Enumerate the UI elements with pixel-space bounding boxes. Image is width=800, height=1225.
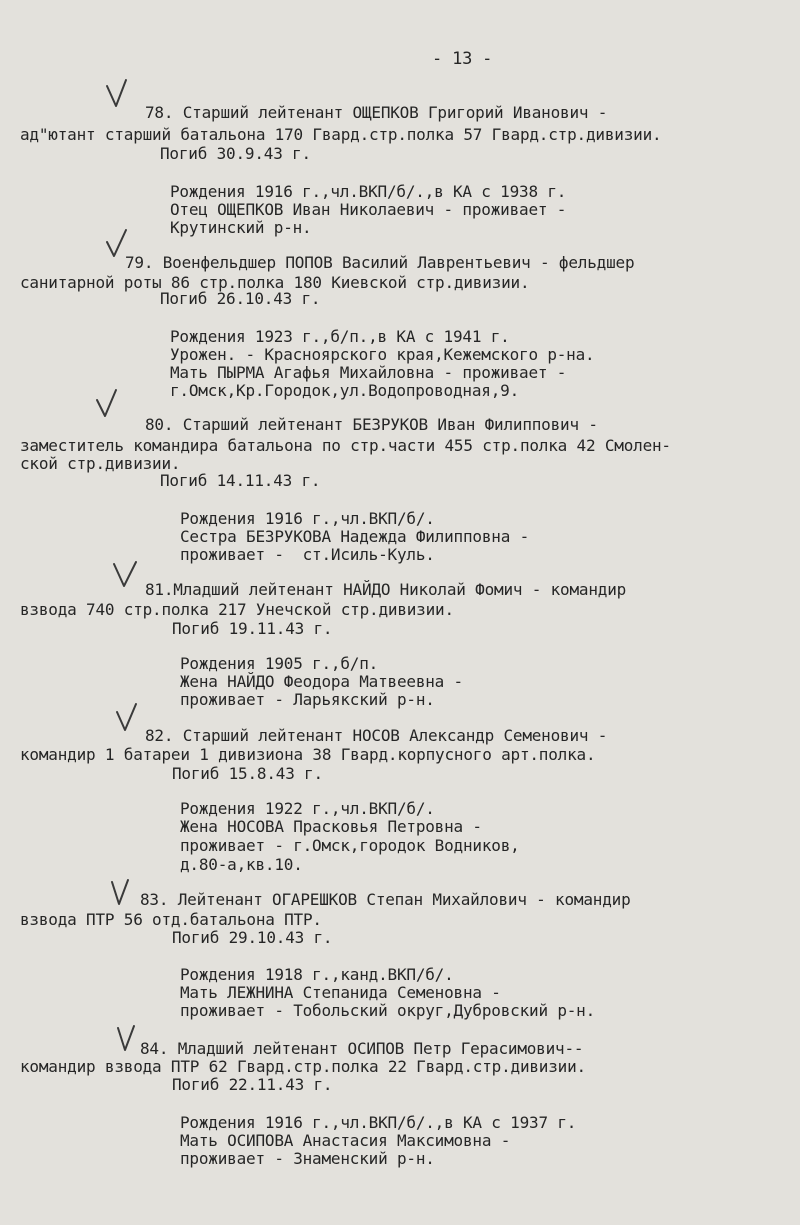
entry-82-detail-4: д.80-а,кв.10.	[180, 855, 303, 874]
checkmark-icon	[104, 78, 130, 110]
entry-80-detail-3: проживает - ст.Исиль-Куль.	[180, 545, 435, 564]
entry-82-line-2: командир 1 батареи 1 дивизиона 38 Гвард.корпусного арт.полка.	[20, 745, 596, 764]
entry-84-detail-1: Рождения 1916 г.,чл.ВКП/б/.,в КА с 1937 г.	[180, 1113, 577, 1132]
checkmark-icon	[112, 558, 138, 590]
entry-78-death: Погиб 30.9.43 г.	[160, 144, 311, 163]
entry-80-line-2: заместитель командира батальона по стр.части 455 стр.полка 42 Смолен-	[20, 436, 671, 455]
page-number: - 13 -	[432, 49, 493, 69]
entry-80-death: Погиб 14.11.43 г.	[160, 471, 321, 490]
entry-78-detail-1: Рождения 1916 г.,чл.ВКП/б/.,в КА с 1938 г.	[170, 182, 567, 201]
entry-79-line-2: санитарной роты 86 стр.полка 180 Киевской стр.дивизии.	[20, 273, 530, 292]
entry-80-line-3: ской стр.дивизии.	[20, 454, 181, 473]
entry-82-detail-1: Рождения 1922 г.,чл.ВКП/б/.	[180, 799, 435, 818]
entry-81-detail-3: проживает - Ларьякский р-н.	[180, 690, 435, 709]
entry-79-detail-2: Урожен. - Красноярского края,Кежемского р-на.	[170, 345, 595, 364]
entry-84-detail-2: Мать ОСИПОВА Анастасия Максимовна -	[180, 1131, 511, 1150]
entry-80-detail-2: Сестра БЕЗРУКОВА Надежда Филипповна -	[180, 527, 530, 546]
entry-83-death: Погиб 29.10.43 г.	[172, 928, 333, 947]
checkmark-icon	[108, 876, 134, 908]
entry-79-detail-3: Мать ПЫРМА Агафья Михайловна - проживает -	[170, 363, 567, 382]
entry-83-line-1: 83. Лейтенант ОГАРЕШКОВ Степан Михайлович - командир	[140, 890, 631, 909]
checkmark-icon	[114, 1022, 140, 1054]
entry-82-detail-3: проживает - г.Омск,городок Водников,	[180, 836, 520, 855]
entry-80-line-1: 80. Старший лейтенант БЕЗРУКОВ Иван Филиппович -	[145, 415, 598, 434]
entry-82-death: Погиб 15.8.43 г.	[172, 764, 323, 783]
entry-81-detail-1: Рождения 1905 г.,б/п.	[180, 654, 379, 673]
entry-82-detail-2: Жена НОСОВА Прасковья Петровна -	[180, 817, 482, 836]
checkmark-icon	[94, 388, 120, 420]
entry-79-death: Погиб 26.10.43 г.	[160, 289, 321, 308]
entry-84-line-2: командир взвода ПТР 62 Гвард.стр.полка 22 Гвард.стр.дивизии.	[20, 1057, 586, 1076]
entry-83-detail-2: Мать ЛЕЖНИНА Степанида Семеновна -	[180, 983, 501, 1002]
entry-78-line-1: 78. Старший лейтенант ОЩЕПКОВ Григорий Иванович -	[145, 103, 608, 122]
entry-84-line-1: 84. Младший лейтенант ОСИПОВ Петр Герасимович--	[140, 1039, 584, 1058]
entry-84-death: Погиб 22.11.43 г.	[172, 1075, 333, 1094]
entry-78-detail-3: Крутинский р-н.	[170, 218, 312, 237]
entry-82-line-1: 82. Старший лейтенант НОСОВ Александр Семенович -	[145, 726, 608, 745]
entry-81-death: Погиб 19.11.43 г.	[172, 619, 333, 638]
entry-83-detail-3: проживает - Тобольский округ,Дубровский р-н.	[180, 1001, 596, 1020]
entry-78-line-2: ад"ютант старший батальона 170 Гвард.стр.полка 57 Гвард.стр.дивизии.	[20, 125, 662, 144]
entry-81-line-2: взвода 740 стр.полка 217 Унечской стр.дивизии.	[20, 600, 454, 619]
entry-84-detail-3: проживает - Знаменский р-н.	[180, 1149, 435, 1168]
entry-79-detail-4: г.Омск,Кр.Городок,ул.Водопроводная,9.	[170, 381, 520, 400]
entry-79-detail-1: Рождения 1923 г.,б/п.,в КА с 1941 г.	[170, 327, 510, 346]
entry-83-detail-1: Рождения 1918 г.,канд.ВКП/б/.	[180, 965, 454, 984]
entry-78-detail-2: Отец ОЩЕПКОВ Иван Николаевич - проживает -	[170, 200, 567, 219]
entry-81-detail-2: Жена НАЙДО Феодора Матвеевна -	[180, 672, 463, 691]
entry-80-detail-1: Рождения 1916 г.,чл.ВКП/б/.	[180, 509, 435, 528]
checkmark-icon	[114, 702, 140, 734]
entry-83-line-2: взвода ПТР 56 отд.батальона ПТР.	[20, 910, 322, 929]
entry-81-line-1: 81.Младший лейтенант НАЙДО Николай Фомич - командир	[145, 580, 627, 599]
entry-79-line-1: 79. Военфельдшер ПОПОВ Василий Лаврентьевич - фельдшер	[125, 253, 635, 272]
